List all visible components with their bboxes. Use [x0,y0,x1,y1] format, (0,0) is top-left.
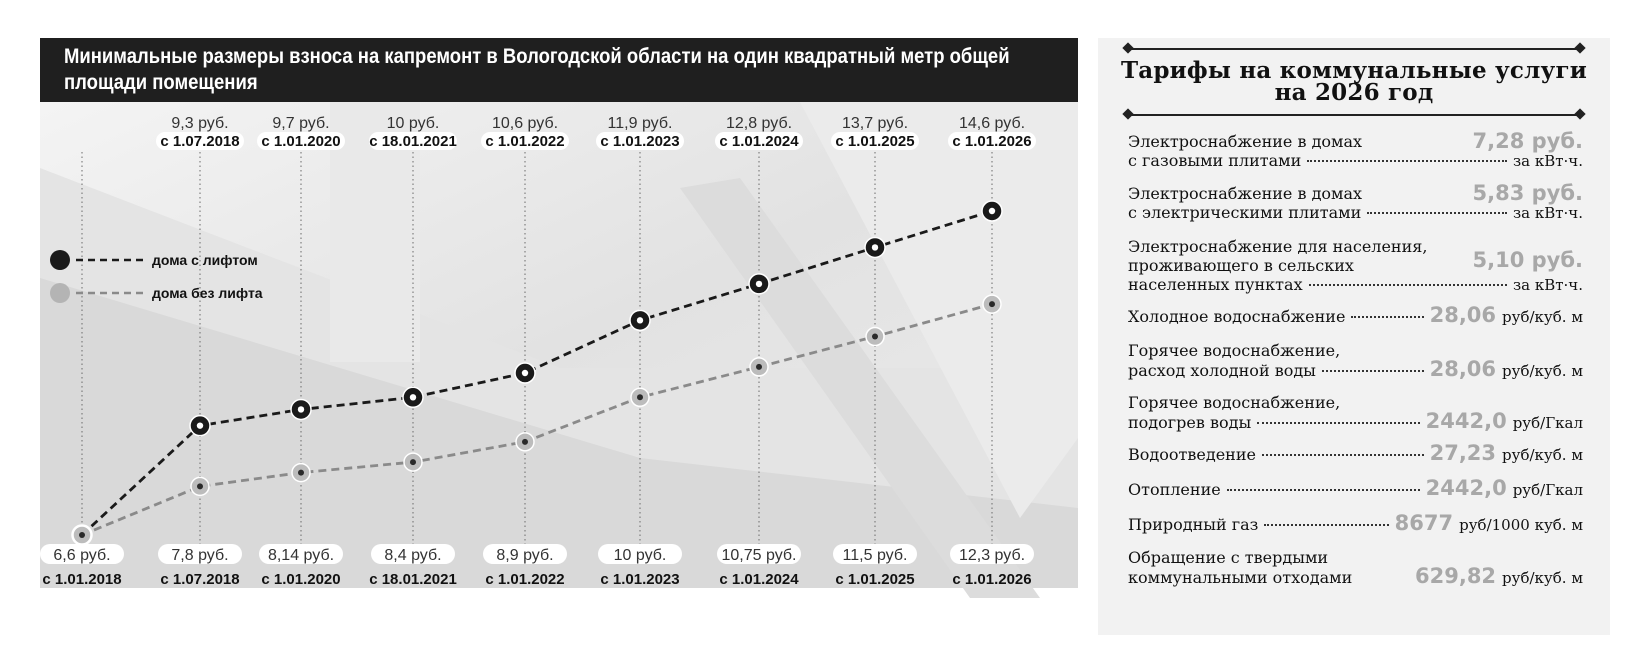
value-label-nolift-0: 6,6 руб. [53,547,111,564]
tariff-label: с электрическими плитами [1128,203,1362,222]
leader-dots [1262,454,1424,456]
value-label-nolift-3: 8,4 руб. [384,547,442,564]
tariff-value: 27,23 [1429,441,1497,465]
value-label-nolift-5: 10 руб. [613,547,667,564]
date-label-bottom-7: с 1.01.2025 [835,571,915,588]
point-nolift-dot-8 [989,301,995,307]
tariff-label: Водоотведение [1128,445,1256,464]
chart-title-bar [40,38,1078,102]
tariff-value: 2442,0 [1425,476,1507,500]
date-label-top-1: с 1.07.2018 [160,133,240,150]
point-nolift-dot-3 [410,459,416,465]
tariff-label: проживающего в сельских [1128,256,1354,275]
date-label-bottom-1: с 1.07.2018 [160,571,240,588]
tariff-label: коммунальными отходами [1128,568,1353,587]
date-label-bottom-3: с 18.01.2021 [369,571,457,588]
tariff-value: 28,06 [1429,357,1497,381]
date-label-top-6: с 1.01.2024 [719,133,799,150]
tariff-label: населенных пунктах [1128,275,1303,294]
tariff-unit: за кВт·ч. [1512,276,1583,294]
value-label-lift-3: 10 руб. [386,115,440,132]
value-label-lift-8: 14,6 руб. [958,115,1026,132]
tariff-value: 629,82 [1415,564,1497,588]
tariff-label: с газовыми плитами [1128,151,1302,170]
value-label-lift-4: 10,6 руб. [491,115,559,132]
tariff-label: Электроснабжение для населения, [1128,237,1428,256]
leader-dots [1264,524,1388,526]
title-top-rule [1128,48,1580,50]
value-label-nolift-7: 11,5 руб. [842,547,908,564]
tariff-unit: руб/1000 куб. м [1459,516,1583,534]
tariff-label: Горячее водоснабжение, [1128,393,1341,412]
tariff-line [1128,203,1583,223]
date-label-top-4: с 1.01.2022 [485,133,565,150]
legend-label-nolift: дома без лифта [152,285,263,301]
tariff-row-electric-stove [1128,181,1583,223]
tariff-row-hot-water-cold [1128,341,1583,381]
background-photo [40,102,1078,598]
tariff-row-drainage [1128,441,1583,465]
leader-dots [1367,212,1507,214]
value-label-nolift-4: 8,9 руб. [496,547,554,564]
date-label-top-7: с 1.01.2025 [835,133,915,150]
tariff-label: Электроснабжение в домах [1128,184,1363,203]
point-nolift-dot-0 [79,532,85,538]
leader-dots [1307,160,1507,162]
point-nolift-dot-4 [522,439,528,445]
chart-panel [40,38,1078,613]
tariff-value: 5,10 руб. [1472,248,1583,272]
tariff-line [1128,151,1583,171]
tariff-unit: руб/куб. м [1502,362,1583,380]
point-lift-dot-3 [410,394,416,400]
tariff-panel [1098,38,1610,635]
date-label-bottom-4: с 1.01.2022 [485,571,565,588]
leader-dots [1257,422,1419,424]
tariff-line [1128,275,1583,295]
tariff-line [1128,357,1583,381]
tariff-unit: руб/куб. м [1502,308,1583,326]
leader-dots [1227,489,1420,491]
tariff-value: 2442,0 [1425,409,1507,433]
tariff-row-heating [1128,476,1583,500]
tariff-unit: руб/Гкал [1512,481,1583,499]
date-label-bottom-6: с 1.01.2024 [719,571,799,588]
tariff-unit: руб/куб. м [1502,446,1583,464]
value-label-nolift-1: 7,8 руб. [171,547,229,564]
tariff-line [1128,441,1583,465]
tariff-label: Отопление [1128,480,1221,499]
tariff-value: 7,28 руб. [1472,129,1583,153]
point-lift-dot-4 [522,370,528,376]
tariff-row-electric-rural [1128,237,1583,295]
leader-dots [1309,284,1507,286]
leader-dots [1322,370,1424,372]
tariff-label: расход холодной воды [1128,361,1316,380]
tariff-row-waste [1128,548,1583,588]
point-lift-dot-8 [989,208,995,214]
value-label-lift-7: 13,7 руб. [841,115,909,132]
tariff-row-gas [1128,511,1583,535]
tariff-line [1128,511,1583,535]
tariff-line [1128,564,1583,588]
leader-dots [1351,316,1423,318]
value-label-lift-6: 12,8 руб. [725,115,793,132]
value-label-nolift-2: 8,14 руб. [267,547,335,564]
tariff-row-cold-water [1128,303,1583,327]
value-label-lift-2: 9,7 руб. [272,115,330,132]
date-label-bottom-0: с 1.01.2018 [42,571,122,588]
tariff-label: Холодное водоснабжение [1128,307,1346,326]
legend-marker-nolift [50,283,70,303]
legend-label-lift: дома с лифтом [152,252,258,268]
date-label-top-5: с 1.01.2023 [600,133,680,150]
point-nolift-dot-6 [756,364,762,370]
tariff-line [1128,409,1583,433]
tariff-value: 28,06 [1429,303,1497,327]
point-lift-dot-2 [298,406,304,412]
date-label-top-2: с 1.01.2020 [261,133,341,150]
tariff-label: Природный газ [1128,515,1259,534]
date-label-top-3: с 18.01.2021 [369,133,457,150]
tariff-title-line2: на 2026 год [1274,79,1434,106]
tariff-line [1128,476,1583,500]
value-label-nolift-8: 12,3 руб. [958,547,1026,564]
tariff-unit: за кВт·ч. [1512,152,1583,170]
tariff-unit: за кВт·ч. [1512,204,1583,222]
date-label-bottom-2: с 1.01.2020 [261,571,341,588]
tariff-title-line1: Тарифы на коммунальные услуги [1120,57,1588,84]
tariff-line [1128,303,1583,327]
legend-marker-lift [50,250,70,270]
tariff-value: 8677 [1394,511,1454,535]
point-nolift-dot-1 [197,483,203,489]
point-nolift-dot-7 [872,334,878,340]
title-bottom-rule [1128,114,1580,116]
chart-canvas [40,38,1078,613]
tariff-label: Горячее водоснабжение, [1128,341,1341,360]
tariff-value: 5,83 руб. [1472,181,1583,205]
date-label-top-8: с 1.01.2026 [952,133,1032,150]
tariff-label: подогрев воды [1128,413,1252,432]
tariff-row-electric-gas [1128,129,1583,171]
value-label-nolift-6: 10,75 руб. [721,547,797,564]
value-label-lift-1: 9,3 руб. [171,115,229,132]
date-label-bottom-8: с 1.01.2026 [952,571,1032,588]
tariff-unit: руб/Гкал [1512,414,1583,432]
point-nolift-dot-2 [298,470,304,476]
tariff-label: Электроснабжение в домах [1128,132,1363,151]
date-label-bottom-5: с 1.01.2023 [600,571,680,588]
point-lift-dot-6 [756,281,762,287]
tariff-title [1118,57,1590,106]
tariff-unit: руб/куб. м [1502,569,1583,587]
point-nolift-dot-5 [637,394,643,400]
tariff-label: Обращение с твердыми [1128,548,1329,567]
point-lift-dot-5 [637,317,643,323]
tariff-row-hot-water-heat [1128,393,1583,433]
chart-title: Минимальные размеры взноса на капремонт в Вологодской области на один квадратный метр общей площади помещения [64,45,1010,94]
value-label-lift-5: 11,9 руб. [607,115,673,132]
point-lift-dot-1 [197,422,203,428]
point-lift-dot-7 [872,244,878,250]
